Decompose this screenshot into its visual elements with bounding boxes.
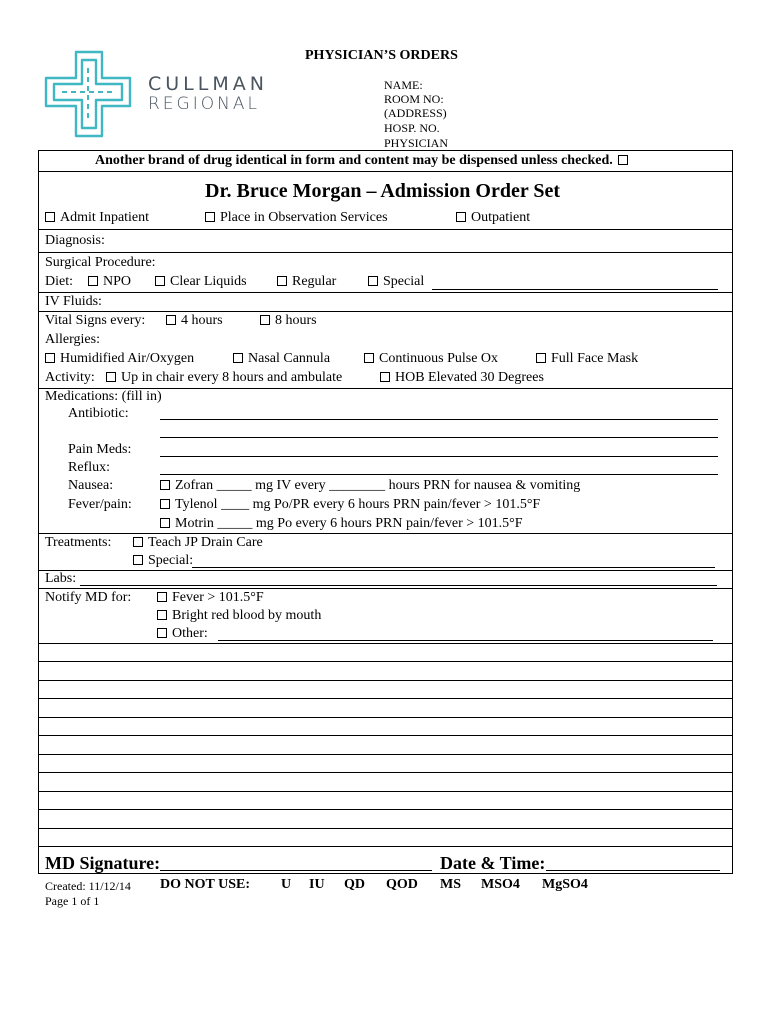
- no-substitution-checkbox[interactable]: [618, 155, 628, 165]
- logo-text-cullman: CULLMAN: [148, 73, 268, 95]
- zofran-option[interactable]: [160, 478, 580, 494]
- antibiotic-field-1[interactable]: [160, 419, 718, 420]
- activity-label: Activity:: [45, 370, 95, 385]
- zofran-label: Zofran _____ mg IV every ________ hours PRN for nausea & vomiting: [175, 478, 581, 493]
- activity-chair-checkbox[interactable]: [106, 372, 116, 382]
- observation-label: Place in Observation Services: [220, 210, 388, 225]
- reflux-field[interactable]: [160, 474, 718, 475]
- diet-clear-liquids-label: Clear Liquids: [170, 274, 247, 289]
- motrin-label: Motrin _____ mg Po every 6 hours PRN pain/fever > 101.5°F: [175, 516, 523, 531]
- abbrev-ms: MS: [440, 877, 461, 892]
- notify-md-label: Notify MD for:: [45, 590, 132, 605]
- full-face-mask-checkbox[interactable]: [536, 353, 546, 363]
- blank-order-line[interactable]: [38, 809, 733, 810]
- vitals-8-hours-label: 8 hours: [275, 313, 317, 328]
- vitals-4-hours-checkbox[interactable]: [166, 315, 176, 325]
- vitals-4-hours-option[interactable]: [166, 313, 223, 329]
- treatments-label: Treatments:: [45, 535, 112, 550]
- humidified-air-checkbox[interactable]: [45, 353, 55, 363]
- pain-meds-field[interactable]: [160, 456, 718, 457]
- abbrev-u: U: [281, 877, 292, 892]
- logo-text-regional: REGIONAL: [148, 94, 260, 114]
- pulse-ox-checkbox[interactable]: [364, 353, 374, 363]
- notify-other-option[interactable]: [157, 626, 208, 642]
- blank-order-line[interactable]: [38, 661, 733, 662]
- zofran-checkbox[interactable]: [160, 480, 170, 490]
- abbrev-qd: QD: [344, 877, 365, 892]
- diet-clear-liquids-checkbox[interactable]: [155, 276, 165, 286]
- jp-drain-label: Teach JP Drain Care: [148, 535, 263, 550]
- iv-fluids-label: IV Fluids:: [45, 294, 102, 309]
- nausea-label: Nausea:: [68, 478, 114, 493]
- blank-order-line[interactable]: [38, 754, 733, 755]
- humidified-air-option[interactable]: [45, 351, 194, 367]
- admit-inpatient-label: Admit Inpatient: [60, 210, 150, 225]
- allergies-label: Allergies:: [45, 332, 100, 347]
- page-number: Page 1 of 1: [45, 894, 100, 908]
- admit-inpatient-checkbox[interactable]: [45, 212, 55, 222]
- vital-signs-label: Vital Signs every:: [45, 313, 146, 328]
- fever-pain-label: Fever/pain:: [68, 497, 132, 512]
- patient-name-label: NAME:: [384, 78, 423, 92]
- physician-label: PHYSICIAN: [384, 136, 449, 150]
- divider: [38, 533, 733, 534]
- order-set-title: Dr. Bruce Morgan – Admission Order Set: [205, 180, 560, 202]
- blank-order-line[interactable]: [38, 791, 733, 792]
- divider: [38, 252, 733, 253]
- full-face-mask-label: Full Face Mask: [551, 351, 639, 366]
- blank-order-line[interactable]: [38, 735, 733, 736]
- hosp-no-label: HOSP. NO.: [384, 121, 440, 135]
- activity-chair-label: Up in chair every 8 hours and ambulate: [121, 370, 343, 385]
- antibiotic-label: Antibiotic:: [68, 406, 129, 421]
- diet-regular-option[interactable]: [277, 274, 336, 290]
- room-no-label: ROOM NO:: [384, 92, 444, 106]
- labs-label: Labs:: [45, 571, 77, 586]
- hob-elevated-checkbox[interactable]: [380, 372, 390, 382]
- date-time-label: Date & Time:: [440, 853, 546, 873]
- abbrev-mgso4: MgSO4: [542, 877, 588, 892]
- motrin-checkbox[interactable]: [160, 518, 170, 528]
- diet-clear-liquids-option[interactable]: [155, 274, 247, 290]
- treatment-special-label: Special:: [148, 553, 194, 568]
- pulse-ox-label: Continuous Pulse Ox: [379, 351, 499, 366]
- outpatient-option[interactable]: [456, 210, 530, 226]
- blank-order-line[interactable]: [38, 717, 733, 718]
- tylenol-checkbox[interactable]: [160, 499, 170, 509]
- notify-blood-checkbox[interactable]: [157, 610, 167, 620]
- divider: [38, 588, 733, 589]
- created-date: Created: 11/12/14: [45, 879, 131, 893]
- diet-regular-label: Regular: [292, 274, 337, 289]
- antibiotic-field-2[interactable]: [160, 437, 718, 438]
- full-face-mask-option[interactable]: [536, 351, 638, 367]
- motrin-option[interactable]: [160, 516, 523, 532]
- blank-order-line[interactable]: [38, 698, 733, 699]
- abbrev-mso4: MSO4: [481, 877, 520, 892]
- humidified-air-label: Humidified Air/Oxygen: [60, 351, 195, 366]
- divider: [38, 570, 733, 571]
- reflux-label: Reflux:: [68, 460, 110, 475]
- nasal-cannula-option[interactable]: [233, 351, 330, 367]
- blank-order-line[interactable]: [38, 772, 733, 773]
- nasal-cannula-label: Nasal Cannula: [248, 351, 331, 366]
- md-signature-label: MD Signature:: [45, 853, 161, 873]
- diet-npo-checkbox[interactable]: [88, 276, 98, 286]
- divider: [38, 643, 733, 644]
- outpatient-checkbox[interactable]: [456, 212, 466, 222]
- notify-other-checkbox[interactable]: [157, 628, 167, 638]
- notify-blood-label: Bright red blood by mouth: [172, 608, 322, 623]
- surgical-procedure-label: Surgical Procedure:: [45, 255, 156, 270]
- blank-order-line[interactable]: [38, 680, 733, 681]
- diet-label: Diet:: [45, 274, 73, 289]
- address-label: (ADDRESS): [384, 106, 447, 120]
- blank-order-line[interactable]: [38, 846, 733, 847]
- md-signature-field[interactable]: [160, 870, 432, 871]
- tylenol-option[interactable]: [160, 497, 540, 513]
- jp-drain-checkbox[interactable]: [133, 537, 143, 547]
- activity-chair-option[interactable]: [106, 370, 342, 386]
- notify-other-field[interactable]: [218, 640, 713, 641]
- diet-special-field[interactable]: [432, 289, 718, 290]
- diagnosis-label: Diagnosis:: [45, 233, 105, 248]
- diet-npo-label: NPO: [103, 274, 132, 289]
- treatment-special-option[interactable]: [133, 553, 193, 569]
- notify-fever-option[interactable]: [157, 590, 264, 606]
- notify-fever-label: Fever > 101.5°F: [172, 590, 264, 605]
- form-title: PHYSICIAN’S ORDERS: [305, 48, 458, 63]
- treatment-special-checkbox[interactable]: [133, 555, 143, 565]
- diet-special-checkbox[interactable]: [368, 276, 378, 286]
- abbrev-iu: IU: [309, 877, 325, 892]
- diet-special-label: Special: [383, 274, 425, 289]
- medical-cross-icon: [42, 48, 137, 143]
- labs-field[interactable]: [80, 585, 717, 586]
- notify-blood-option[interactable]: [157, 608, 321, 624]
- treatment-special-field[interactable]: [192, 567, 715, 568]
- pain-meds-label: Pain Meds:: [68, 442, 132, 457]
- hob-elevated-option[interactable]: [380, 370, 544, 386]
- observation-checkbox[interactable]: [205, 212, 215, 222]
- divider: [38, 171, 733, 172]
- diet-special-option[interactable]: [368, 274, 424, 290]
- divider: [38, 311, 733, 312]
- blank-order-line[interactable]: [38, 828, 733, 829]
- hob-elevated-label: HOB Elevated 30 Degrees: [395, 370, 544, 385]
- pulse-ox-option[interactable]: [364, 351, 498, 367]
- jp-drain-option[interactable]: [133, 535, 263, 551]
- vitals-4-hours-label: 4 hours: [181, 313, 223, 328]
- nasal-cannula-checkbox[interactable]: [233, 353, 243, 363]
- cullman-regional-logo: [42, 48, 282, 143]
- vitals-8-hours-option[interactable]: [260, 313, 317, 329]
- do-not-use-label: DO NOT USE:: [160, 877, 250, 892]
- medications-label: Medications: (fill in): [45, 389, 162, 404]
- date-time-field[interactable]: [546, 870, 720, 871]
- notify-fever-checkbox[interactable]: [157, 592, 167, 602]
- generic-substitution-notice: Another brand of drug identical in form and content may be dispensed unless checked.: [95, 153, 633, 169]
- admit-inpatient-option[interactable]: [45, 210, 149, 226]
- outpatient-label: Outpatient: [471, 210, 531, 225]
- vitals-8-hours-checkbox[interactable]: [260, 315, 270, 325]
- divider: [38, 292, 733, 293]
- observation-option[interactable]: [205, 210, 388, 226]
- abbrev-qod: QOD: [386, 877, 418, 892]
- diet-regular-checkbox[interactable]: [277, 276, 287, 286]
- diet-npo-option[interactable]: [88, 274, 131, 290]
- tylenol-label: Tylenol ____ mg Po/PR every 6 hours PRN pain/fever > 101.5°F: [175, 497, 541, 512]
- divider: [38, 229, 733, 230]
- notify-other-label: Other:: [172, 626, 208, 641]
